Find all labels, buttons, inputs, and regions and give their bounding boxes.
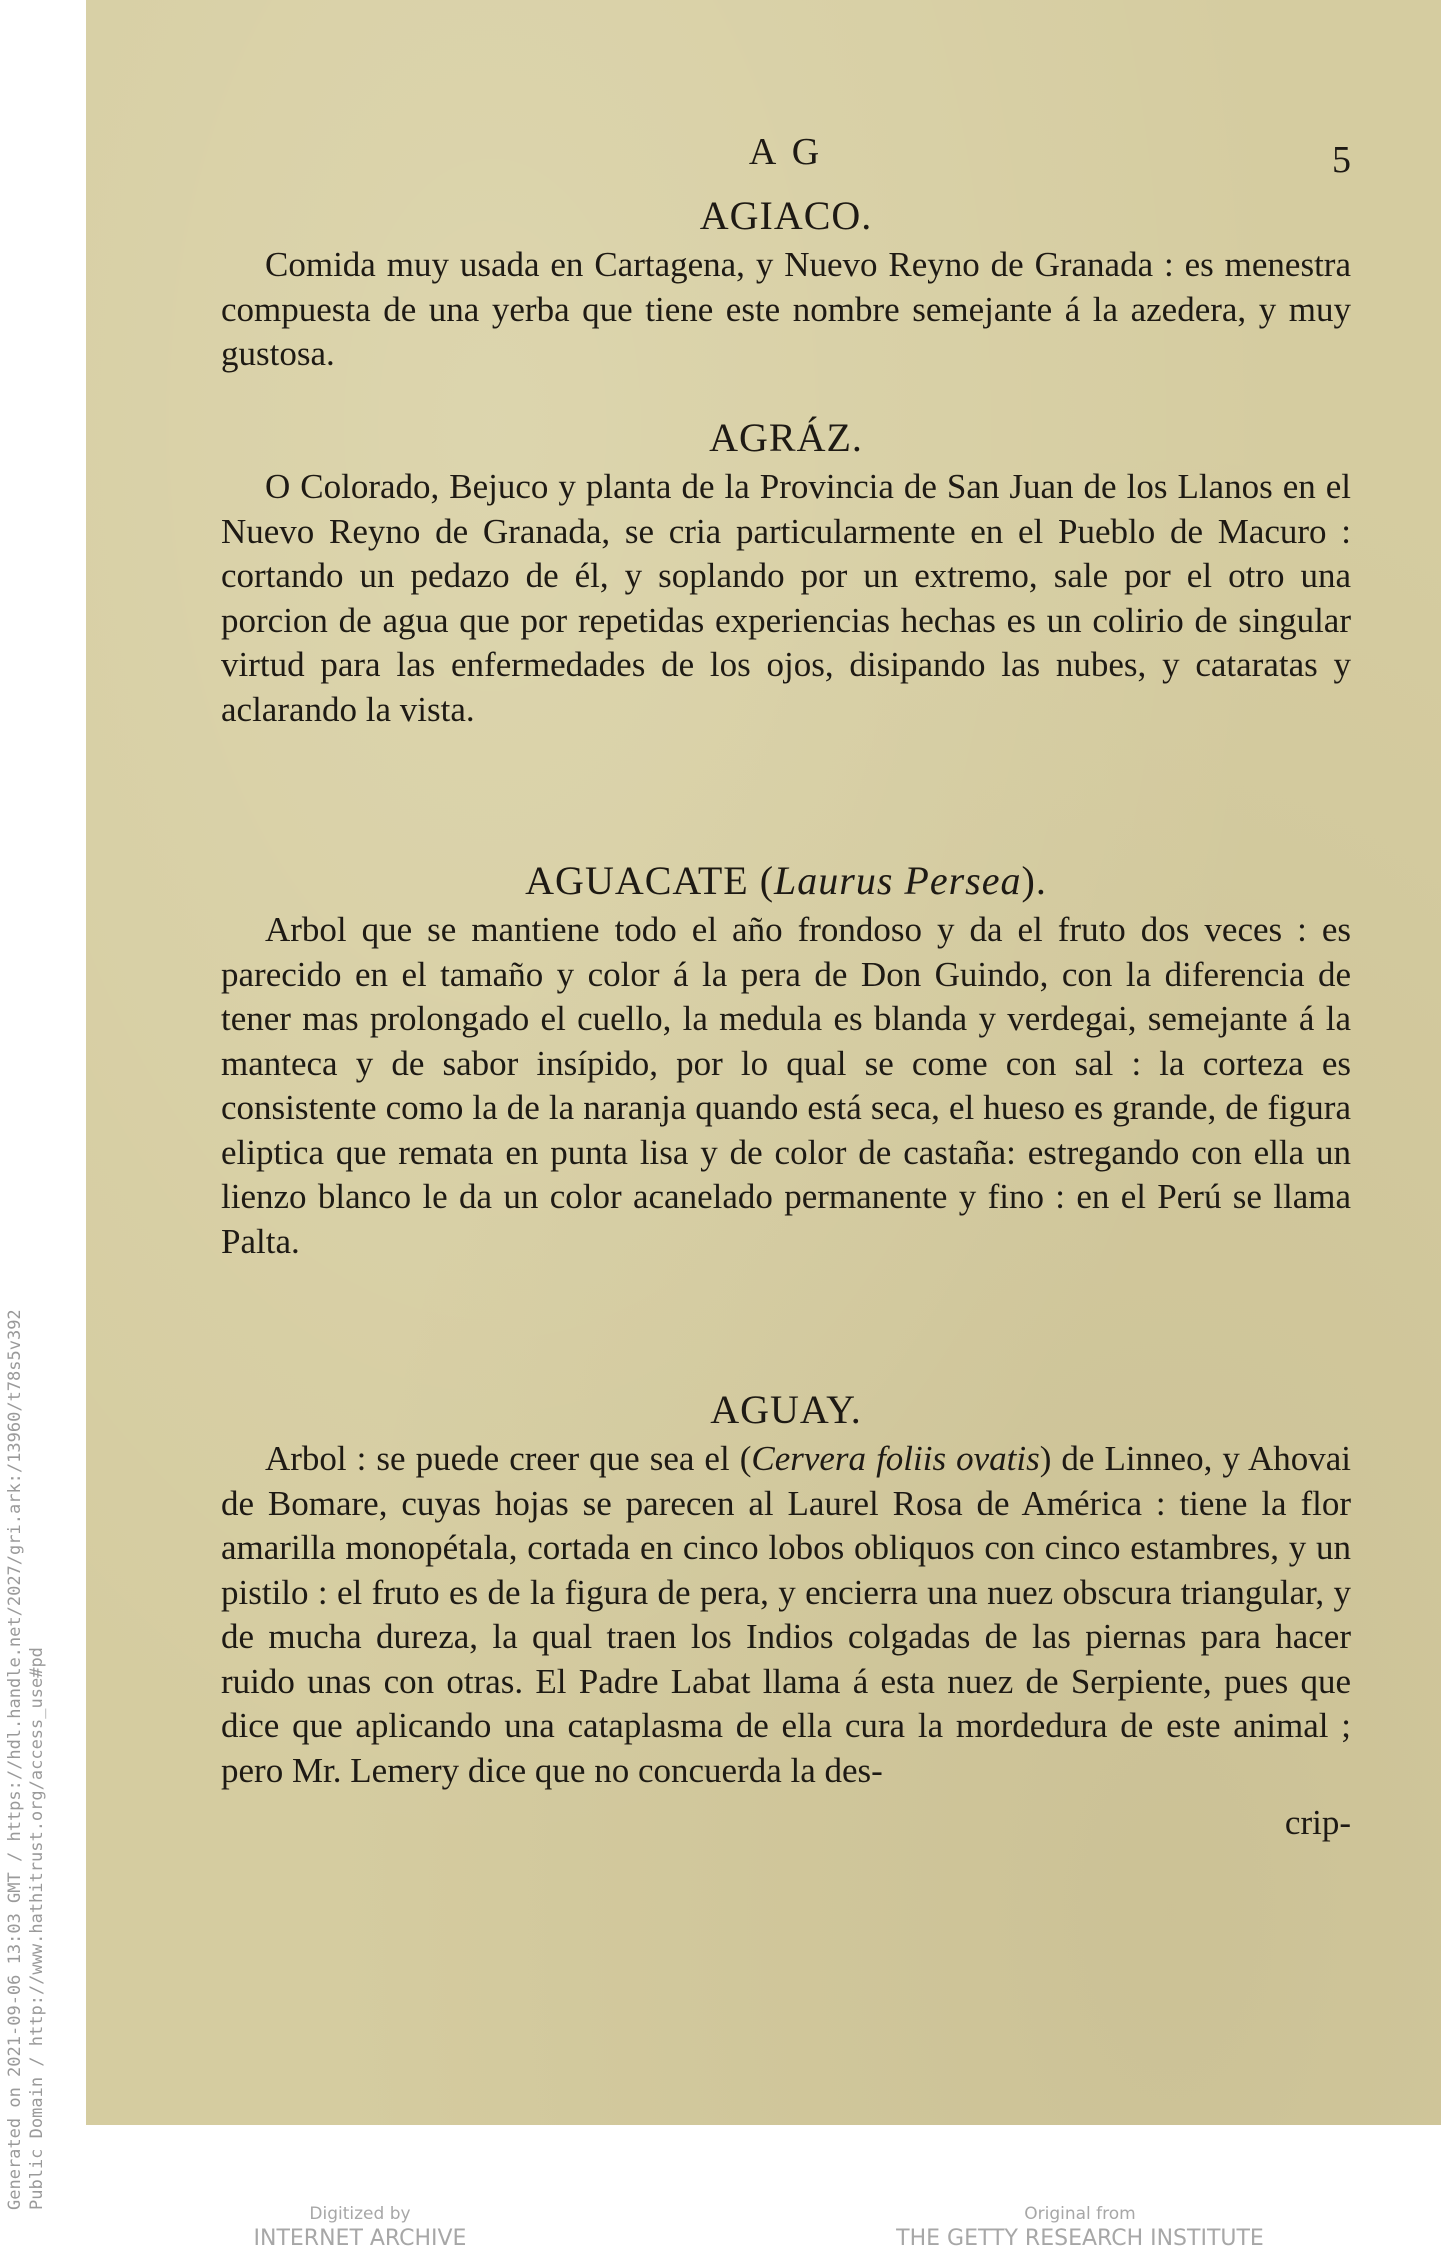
entry-heading: AGUAY. (710, 1387, 862, 1432)
catchword: crip- (1284, 1803, 1351, 1842)
page-number: 5 (1332, 139, 1351, 181)
margin-stamp-line-2: Public Domain / http://www.hathitrust.org/access_use#pd (27, 1647, 47, 2210)
original-from-credit (880, 2203, 1280, 2253)
digitized-by-label: Digitized by (309, 2204, 411, 2224)
getty-institute-label: THE GETTY RESEARCH INSTITUTE (896, 2226, 1264, 2251)
entry-agraz (221, 415, 1351, 732)
entry-heading: AGUACATE (Laurus Persea). (525, 858, 1047, 903)
entry-text: Comida muy usada en Cartagena, y Nuevo Reyno de Granada : es menestra compuesta de una yerba que tiene este nombre semejante á la azedera, y muy gustosa. (221, 245, 1351, 373)
margin-stamp-line-1: Generated on 2021-09-06 13:03 GMT / https://hdl.handle.net/2027/gri.ark:/13960/t78s5v392 (5, 1309, 25, 2210)
entry-text: Arbol que se mantiene todo el año frondoso y da el fruto dos veces : es parecido en el tamaño y color á la pera de Don Guindo, con la diferencia de tener mas prolongado el cuello, la medula es blanda y verdegai, semejante á la manteca y de sabor insípido, por lo qual se come con sal : la corteza es consistente como la de la naranja quando está seca, el hueso es grande, de figura eliptica que remata en punta lisa y de color de castaña: estregando con ella un lienzo blanco le da un color acanelado permanente y fino : en el Perú se llama Palta. (221, 910, 1351, 1261)
hathitrust-margin-stamp (4, 1309, 48, 2210)
entry-text: O Colorado, Bejuco y planta de la Provincia de San Juan de los Llanos en el Nuevo Reyno de Granada, se cria particularmente en el Pueblo de Macuro : cortando un pedazo de él, y soplando por un extremo, sale por el otro una porcion de agua que por repetidas experiencias hechas es un colirio de singular virtud para las enfermedades de los ojos, disipando las nubes, y cataratas y aclarando la vista. (221, 467, 1351, 729)
entry-aguay (221, 1387, 1351, 1845)
entry-text: Arbol : se puede creer que sea el (Cervera foliis ovatis) de Linneo, y Ahovai de Bomare, cuyas hojas se parecen al Laurel Rosa de América : tiene la flor amarilla monopétala, cortada en cinco lobos obliquos con cinco estambres, y un pistilo : el fruto es de la figura de pera, y encierra una nuez obscura triangular, y de mucha dureza, la qual traen los Indios colgadas de las piernas para hacer ruido unas con otras. El Padre Labat llama á esta nuez de Serpiente, pues que dice que aplicando una cataplasma de ella cura la mordedura de este animal ; pero Mr. Lemery dice que no concuerda la des- (221, 1439, 1351, 1790)
scanned-page (86, 0, 1441, 2125)
entry-aguacate (221, 858, 1351, 1264)
entry-heading: AGIACO. (699, 193, 873, 238)
entry-agiaco (221, 193, 1351, 377)
internet-archive-label: INTERNET ARCHIVE (253, 2226, 467, 2251)
entry-heading: AGRÁZ. (709, 415, 863, 460)
running-head-letters: A G (748, 131, 824, 173)
running-head (221, 130, 1351, 180)
digitized-by-credit (240, 2203, 480, 2253)
original-from-label: Original from (1024, 2204, 1136, 2224)
